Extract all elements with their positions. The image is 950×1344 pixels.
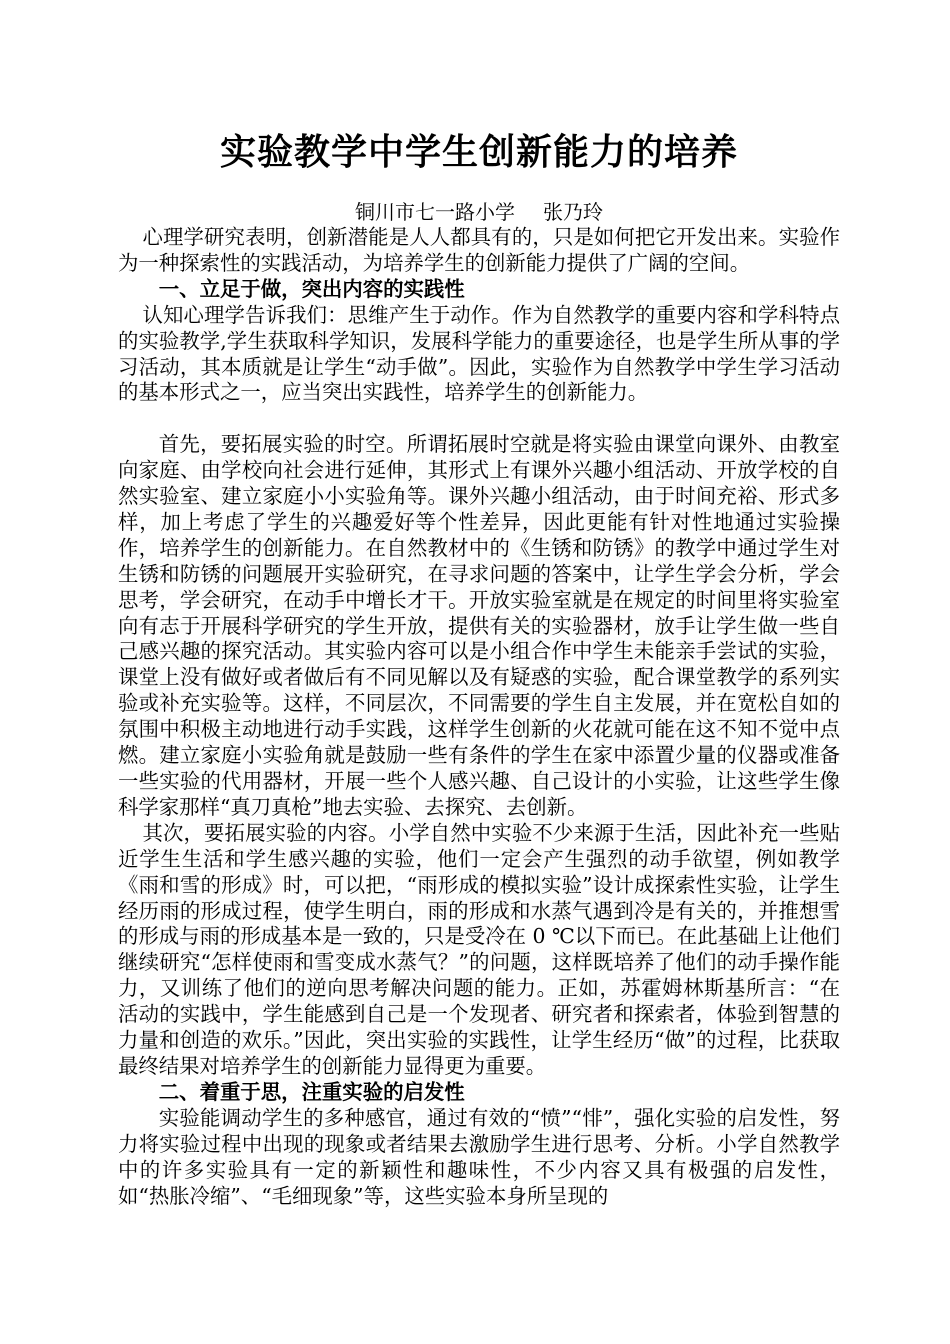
- section-heading-2: 二、着重于思，注重实验的启发性: [158, 1079, 465, 1104]
- author-school: 铜川市七一路小学: [355, 200, 515, 224]
- author-name: 张乃玲: [543, 200, 603, 224]
- section1-paragraph-1: 认知心理学告诉我们：思维产生于动作。作为自然教学的重要内容和学科特点的实验教学,学生获取科学知识，发展科学能力的重要途径，也是学生所从事的学习活动，其本质就是让学生“动手做”。因此，实验作为自然教学中学生学习活动的基本形式之一，应当突出实践性，培养学生的创新能力。: [118, 302, 840, 405]
- article-title: 实验教学中学生创新能力的培养: [219, 131, 738, 173]
- intro-paragraph: 心理学研究表明，创新潜能是人人都具有的，只是如何把它开发出来。实验作为一种探索性的实践活动，为培养学生的创新能力提供了广阔的空间。: [118, 225, 840, 275]
- section1-paragraph-3: 其次，要拓展实验的内容。小学自然中实验不少来源于生活，因此补充一些贴近学生生活和学生感兴趣的实验，他们一定会产生强烈的动手欲望，例如教学《雨和雪的形成》时，可以把，“雨形成的模拟实验”设计成探索性实验，让学生经历雨的形成过程，使学生明白，雨的形成和水蒸气遇到冷是有关的，并推想雪的形成与雨的形成基本是一致的，只是受冷在 0 ℃以下而已。在此基础上让他们继续研究“怎样使雨和雪变成水蒸气？”的问题，这样既培养了他们的动手操作能力，又训练了他们的逆向思考解决问题的能力。正如，苏霍姆林斯基所言：“在活动的实践中，学生能感到自己是一个发现者、研究者和探索者，体验到智慧的力量和创造的欢乐。”因此，突出实验的实践性，让学生经历“做”的过程，比获取最终结果对培养学生的创新能力显得更为重要。: [118, 820, 840, 1078]
- byline: [118, 199, 840, 225]
- section-heading-1: 一、立足于做，突出内容的实践性: [158, 276, 465, 301]
- article-body: [118, 225, 840, 1209]
- section2-paragraph-1: 实验能调动学生的多种感官，通过有效的“愤”“悱”，强化实验的启发性，努力将实验过程中出现的现象或者结果去激励学生进行思考、分析。小学自然教学中的许多实验具有一定的新颖性和趣味性，不少内容又具有极强的启发性，如“热胀冷缩”、“毛细现象”等，这些实验本身所呈现的: [118, 1105, 840, 1208]
- section1-paragraph-2: 首先，要拓展实验的时空。所谓拓展时空就是将实验由课堂向课外、由教室向家庭、由学校向社会进行延伸，其形式上有课外兴趣小组活动、开放学校的自然实验室、建立家庭小小实验角等。课外兴趣小组活动，由于时间充裕、形式多样，加上考虑了学生的兴趣爱好等个性差异，因此更能有针对性地通过实验操作，培养学生的创新能力。在自然教材中的《生锈和防锈》的教学中通过学生对生锈和防锈的问题展开实验研究，在寻求问题的答案中，让学生学会分析，学会思考，学会研究，在动手中增长才干。开放实验室就是在规定的时间里将实验室向有志于开展科学研究的学生开放，提供有关的实验器材，放手让学生做一些自己感兴趣的探究活动。其实验内容可以是小组合作中学生未能亲手尝试的实验，课堂上没有做好或者做后有不同见解以及有疑惑的实验，配合课堂教学的系列实验或补充实验等。这样，不同层次，不同需要的学生自主发展，并在宽松自如的氛围中积极主动地进行动手实践，这样学生创新的火花就可能在这不知不觉中点燃。建立家庭小实验角就是鼓励一些有条件的学生在家中添置少量的仪器或准备一些实验的代用器材，开展一些个人感兴趣、自己设计的小实验，让这些学生像科学家那样“真刀真枪”地去实验、去探究、去创新。: [118, 432, 840, 819]
